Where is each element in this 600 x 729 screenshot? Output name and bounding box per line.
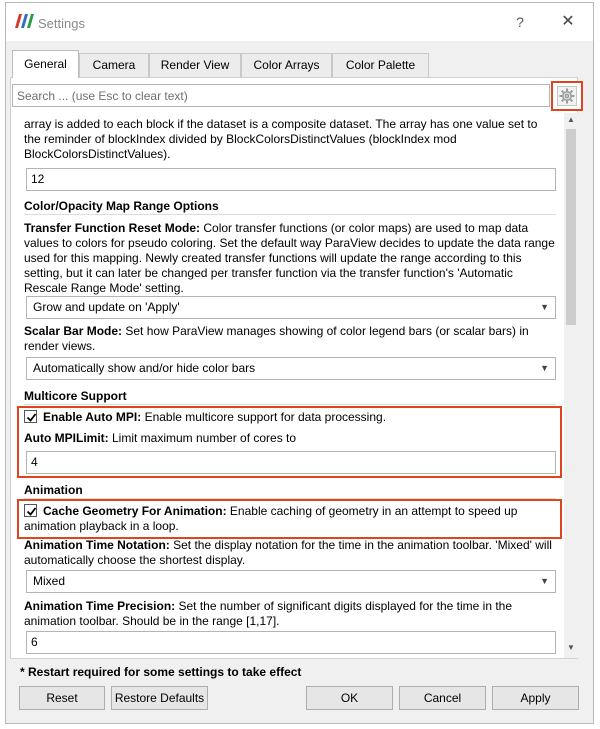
auto-mpi-limit-input[interactable]: 4 — [26, 451, 556, 474]
transfer-function-reset-mode-select[interactable]: Grow and update on 'Apply' ▼ — [26, 296, 556, 319]
gear-icon — [558, 87, 576, 105]
search-input[interactable] — [12, 84, 550, 107]
auto-mpi-limit-label: Auto MPILimit: — [24, 431, 109, 445]
animation-time-precision-description: Animation Time Precision: Set the number of significant digits displayed for the time in the animation toolbar. Should be in the range [1,17]. — [24, 599, 513, 628]
window-title: Settings — [38, 16, 85, 31]
section-multicore-support: Multicore Support — [24, 389, 127, 403]
help-icon[interactable]: ? — [516, 14, 524, 30]
transfer-function-label: Transfer Function Reset Mode: — [24, 221, 201, 235]
block-colors-description: array is added to each block if the dataset is a composite dataset. The array has one value set to the reminder of blockIndex divided by BlockColorsDistinctValues (blockIndex mod BlockColorsDistinctValues). — [24, 117, 538, 161]
tab-camera[interactable]: Camera — [79, 53, 149, 77]
tab-color-palette[interactable]: Color Palette — [332, 53, 429, 77]
tab-color-arrays[interactable]: Color Arrays — [241, 53, 332, 77]
scroll-up-icon[interactable]: ▲ — [567, 115, 575, 124]
transfer-function-reset-mode-description: Transfer Function Reset Mode: Color transfer functions (or color maps) are used to map data values to colors for pseudo coloring. Set the default way ParaView decides to update the data range used for this mapping. Newly created transfer functions will update the range according to this setting, but it can later be changed per transfer function via the transfer function's 'Automatic Rescale Range Mode' setting. — [24, 221, 555, 295]
tab-render-view[interactable]: Render View — [149, 53, 241, 77]
vertical-scrollbar[interactable] — [564, 113, 578, 658]
cache-geometry-label: Cache Geometry For Animation: — [43, 504, 227, 518]
block-colors-distinct-values-input[interactable]: 12 — [26, 168, 556, 191]
multicore-highlight — [17, 406, 562, 478]
auto-mpi-limit-description: Auto MPILimit: Limit maximum number of cores to — [24, 431, 297, 445]
section-color-opacity-range: Color/Opacity Map Range Options — [24, 199, 219, 213]
cache-geometry-highlight — [17, 499, 562, 539]
restore-defaults-button[interactable]: Restore Defaults — [111, 686, 208, 710]
advanced-settings-button[interactable] — [557, 86, 577, 106]
title-bar — [6, 3, 593, 41]
paraview-logo-icon — [14, 14, 34, 28]
reset-button[interactable]: Reset — [19, 686, 105, 710]
scalar-bar-mode-description: Scalar Bar Mode: Set how ParaView manages showing of color legend bars (or scalar bars) in render views. — [24, 324, 529, 353]
time-precision-label: Animation Time Precision: — [24, 599, 176, 613]
apply-button[interactable]: Apply — [492, 686, 579, 710]
chevron-down-icon: ▼ — [540, 302, 549, 312]
settings-scroll-area[interactable] — [12, 113, 564, 658]
tab-general[interactable]: General — [12, 50, 79, 78]
cache-geometry-row: Cache Geometry For Animation: Enable caching of geometry in an attempt to speed up animation playback in a loop. — [24, 504, 518, 533]
section-divider — [24, 404, 556, 405]
chevron-down-icon: ▼ — [540, 576, 549, 586]
enable-auto-mpi-row: Enable Auto MPI: Enable multicore support for data processing. — [24, 410, 556, 425]
chevron-down-icon: ▼ — [540, 363, 549, 373]
time-notation-label: Animation Time Notation: — [24, 538, 170, 552]
advanced-toggle-highlight — [551, 81, 583, 111]
scrollbar-thumb[interactable] — [566, 129, 576, 325]
enable-auto-mpi-label: Enable Auto MPI: — [43, 410, 142, 424]
scalar-bar-label: Scalar Bar Mode: — [24, 324, 123, 338]
animation-time-notation-select[interactable]: Mixed ▼ — [26, 570, 556, 593]
scalar-bar-mode-select[interactable]: Automatically show and/or hide color bars ▼ — [26, 357, 556, 380]
scroll-down-icon[interactable]: ▼ — [567, 643, 575, 652]
close-icon[interactable]: ✕ — [561, 13, 575, 30]
animation-time-precision-input[interactable]: 6 — [26, 631, 556, 654]
section-animation: Animation — [24, 483, 83, 497]
ok-button[interactable]: OK — [306, 686, 393, 710]
section-divider — [24, 214, 556, 215]
animation-time-notation-description: Animation Time Notation: Set the display notation for the time in the animation toolbar. 'Mixed' will automatically choose the shortest display. — [24, 538, 552, 567]
restart-required-note: * Restart required for some settings to take effect — [20, 665, 302, 679]
cancel-button[interactable]: Cancel — [399, 686, 486, 710]
